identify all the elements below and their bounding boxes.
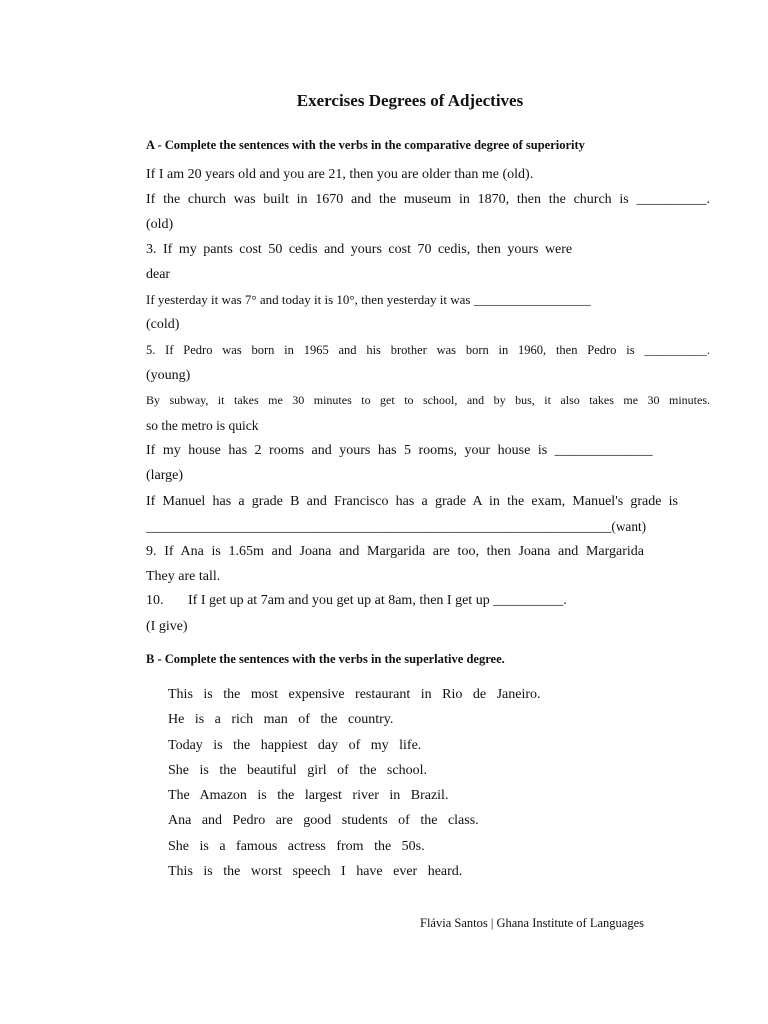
exercise-line: (young) [146,368,191,383]
exercise-hint: (I give) [146,619,188,634]
exercise-line: (old) [146,217,174,232]
section-a-heading: A - Complete the sentences with the verbs in the comparative degree of superiority [146,138,585,152]
exercise-line: By subway, it takes me 30 minutes to get to school, and by bus, it also takes me 30 minutes. [146,393,710,407]
exercise-line: 5. If Pedro was born in 1965 and his brother was born in 1960, then Pedro is __________. [146,343,710,357]
exercise-line: They are tall. [146,569,221,584]
list-item: Today is the happiest day of my life. [168,737,422,753]
exercise-line: so the metro is quick [146,418,259,433]
list-item: She is the beautiful girl of the school. [168,762,427,778]
superlative-sentence-list [168,686,541,888]
exercise-line: If I am 20 years old and you are 21, then you are older than me (old). [146,167,534,182]
page-title: Exercises Degrees of Adjectives [296,91,524,110]
list-item: She is a famous actress from the 50s. [168,838,425,854]
exercise-line: If yesterday it was 7° and today it is 10°, then yesterday it was __________________ [146,292,591,307]
exercise-item-10 [146,593,567,609]
section-b-heading: B - Complete the sentences with the verbs in the superlative degree. [146,652,505,666]
list-item: This is the worst speech I have ever heard. [168,864,463,880]
list-item: The Amazon is the largest river in Brazil. [168,788,449,804]
exercise-line: ______________________________________________________________________(want) [146,519,647,534]
exercise-line: (cold) [146,317,180,332]
footer-credit: Flávia Santos | Ghana Institute of Languages [420,916,644,930]
exercise-line: (large) [146,468,184,483]
list-item: He is a rich man of the country. [168,712,394,728]
exercise-line: If my house has 2 rooms and yours has 5 rooms, your house is ______________ [146,443,653,458]
list-item: This is the most expensive restaurant in Rio de Janeiro. [168,687,541,702]
list-item: Ana and Pedro are good students of the class. [168,813,479,829]
exercise-line: If Manuel has a grade B and Francisco has a grade A in the exam, Manuel's grade is [146,494,678,509]
item-text: If I get up at 7am and you get up at 8am, then I get up __________. [188,593,567,608]
item-number: 10. [146,593,164,608]
exercise-line: 3. If my pants cost 50 cedis and yours cost 70 cedis, then yours were [146,242,573,257]
exercise-line: dear [146,267,171,282]
exercise-line: 9. If Ana is 1.65m and Joana and Margarida are too, then Joana and Margarida [146,544,644,559]
exercise-line: If the church was built in 1670 and the museum in 1870, then the church is __________. [146,192,710,207]
